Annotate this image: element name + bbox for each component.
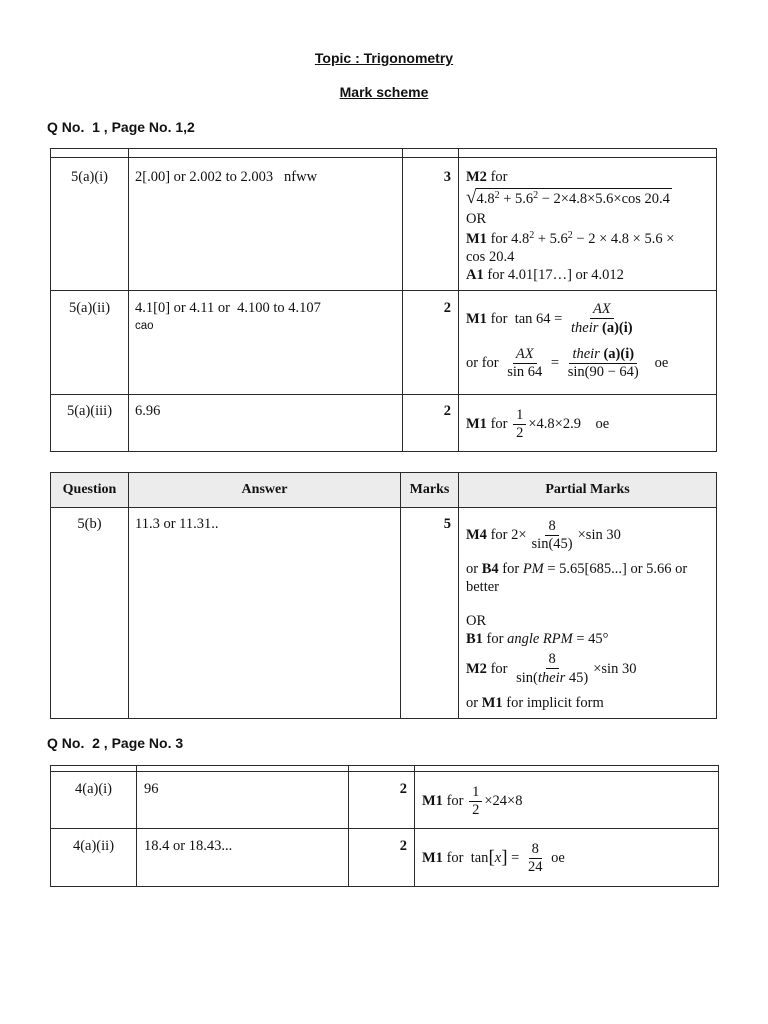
fraction-expression-line [422, 838, 715, 878]
mark-text: for implicit form [502, 695, 604, 711]
q1-mark-table-part-a [50, 148, 717, 452]
fraction-denominator [513, 669, 591, 687]
mark-code: M1 [422, 793, 443, 809]
mark-text: for 2× [486, 527, 527, 543]
fraction-expression-line [422, 781, 715, 821]
variable: angle RPM [507, 631, 573, 647]
question-cell [51, 291, 129, 395]
partial-marks-cell [415, 829, 719, 887]
table-row [51, 395, 717, 452]
table-row [51, 508, 717, 719]
denominator-part: their [537, 670, 566, 686]
fraction-denominator: sin 64 [507, 363, 543, 380]
topic-title [0, 49, 768, 67]
equals-sign: = [547, 355, 563, 371]
mark-text: = 5.65[685...] or 5.66 or [543, 561, 688, 577]
fraction [504, 346, 545, 381]
fraction-numerator: 8 [546, 651, 559, 669]
partial-mark-line [466, 266, 713, 284]
answer-text: 18.4 or 18.43... [144, 838, 233, 854]
fraction-denominator: sin(45) [531, 535, 573, 552]
answer-cell [137, 772, 349, 829]
mark-text: or [466, 695, 482, 711]
fraction-numerator: 8 [529, 841, 542, 859]
partial-marks-cell [459, 395, 717, 452]
fraction-denominator: sin(90 − 64) [567, 364, 639, 380]
column-header-partial-marks: Partial Marks [459, 473, 717, 508]
question-number: 5(a)(i) [70, 169, 109, 185]
column-header-question: Question [51, 473, 129, 508]
answer-cell [129, 291, 403, 395]
fraction [513, 651, 591, 687]
question-number: 4(a)(i) [74, 781, 113, 797]
square-root-expression [466, 186, 713, 210]
question-number: 4(a)(ii) [72, 838, 115, 854]
table-row [51, 158, 717, 291]
question-number: 5(b) [77, 516, 102, 532]
fraction-numerator: AX [513, 346, 537, 364]
mark-text: + 5.6 [534, 231, 568, 247]
fraction-denominator [568, 319, 636, 337]
fraction-denominator: 2 [516, 424, 524, 441]
question-number: 5(a)(ii) [68, 300, 111, 316]
fraction-numerator: 1 [469, 784, 482, 802]
mark-text: for [482, 631, 508, 647]
mark-code: M1 [422, 850, 443, 866]
question-1-heading: Q No. 1 , Page No. 1,2 [47, 119, 195, 135]
fraction-numerator: 1 [513, 407, 526, 425]
marks-value: 5 [443, 516, 451, 532]
marks-value: 2 [399, 781, 407, 797]
mark-text: ×4.8×2.9 [528, 416, 581, 432]
column-header-answer: Answer [129, 473, 401, 508]
table-row [51, 291, 717, 395]
table-top-strip [51, 149, 717, 158]
mark-text: ×24×8 [484, 793, 523, 809]
marks-cell [349, 829, 415, 887]
mark-code: B4 [481, 561, 499, 577]
mark-text: = 45° [572, 631, 609, 647]
answer-note: cao [135, 320, 154, 332]
superscript: 2 [494, 190, 500, 201]
mark-code: A1 [466, 267, 484, 283]
fraction-expression-line [466, 515, 713, 555]
fraction [565, 345, 642, 381]
partial-mark-continuation: better [466, 579, 500, 595]
marks-cell [403, 291, 459, 395]
denominator-part: their [571, 320, 599, 336]
strip-cell [51, 149, 129, 158]
square-root-sign: √ [466, 187, 477, 208]
answer-text: 2[.00] or 2.002 to 2.003 nfww [135, 169, 318, 185]
mark-code: M4 [466, 527, 487, 543]
radicand-part: + 5.6 [499, 191, 534, 207]
numerator-part: their [572, 346, 600, 362]
mark-text: ×sin 30 [577, 527, 621, 543]
answer-cell [129, 158, 403, 291]
numerator-part: (a)(i) [599, 346, 635, 362]
answer-cell [129, 508, 401, 719]
radicand [476, 188, 671, 208]
mark-text: for [486, 416, 512, 432]
or-label: OR [466, 613, 487, 629]
fraction [525, 841, 546, 876]
answer-text: 4.1[0] or 4.11 or 4.100 to 4.107 [135, 300, 321, 316]
mark-code: M2 [466, 169, 487, 185]
mark-text: for [486, 661, 512, 677]
question-2-heading: Q No. 2 , Page No. 3 [47, 735, 184, 751]
partial-marks-cell [459, 291, 717, 395]
question-number: 5(a)(iii) [66, 403, 113, 419]
strip-cell [129, 149, 403, 158]
answer-cell [129, 395, 403, 452]
superscript: 2 [533, 190, 539, 201]
mark-text: for [442, 793, 468, 809]
answer-cell [137, 829, 349, 887]
mark-code: M1 [466, 311, 487, 327]
mark-scheme-subtitle [0, 83, 768, 101]
fraction-numerator: 8 [545, 518, 558, 536]
denominator-part: 45) [565, 670, 589, 686]
fraction-expression-line [466, 404, 713, 444]
fraction [469, 784, 482, 819]
mark-text: − 2 × 4.8 × 5.6 × [572, 231, 675, 247]
radicand-part: 4.8 [476, 191, 495, 207]
variable: PM [522, 561, 544, 577]
fraction [568, 301, 636, 337]
mark-text: for [486, 169, 508, 185]
variable: x [494, 850, 502, 866]
mark-text: ×sin 30 [593, 661, 637, 677]
question-cell [51, 158, 129, 291]
fraction-expression-line [466, 649, 713, 689]
fraction [529, 518, 576, 553]
question-cell [51, 829, 137, 887]
partial-mark-line [466, 230, 713, 248]
mark-text: for [498, 561, 523, 577]
denominator-part: sin( [516, 670, 538, 686]
table-row [51, 829, 719, 887]
answer-text: 11.3 or 11.31.. [135, 516, 219, 532]
radicand-part: − 2×4.8×5.6×cos 20.4 [538, 191, 670, 207]
fraction [513, 407, 526, 442]
mark-text: for 4.01[17…] or 4.012 [483, 267, 624, 283]
mark-code: M1 [466, 416, 487, 432]
mark-text: for tan 64 = [486, 311, 566, 327]
fraction-expression-line [466, 299, 713, 339]
denominator-part: (a)(i) [598, 320, 633, 336]
question-cell [51, 395, 129, 452]
fraction-expression-line [466, 343, 713, 383]
q1-mark-table-part-b [50, 472, 717, 719]
partial-marks-cell [415, 772, 719, 829]
equals-sign: = [507, 850, 523, 866]
partial-mark-line [466, 694, 713, 712]
partial-mark-line [466, 630, 713, 648]
partial-marks-cell [459, 158, 717, 291]
marks-value: 2 [443, 403, 451, 419]
partial-marks-cell [459, 508, 717, 719]
column-header-marks: Marks [401, 473, 459, 508]
marks-value: 2 [399, 838, 407, 854]
question-cell [51, 508, 129, 719]
mark-code: M1 [481, 695, 503, 711]
mark-text: or [466, 561, 482, 577]
fraction-numerator: AX [590, 301, 614, 319]
mark-text: or for [466, 355, 503, 371]
mark-code: M2 [466, 661, 487, 677]
answer-text: 96 [144, 781, 159, 797]
question-cell [51, 772, 137, 829]
mark-code: B1 [466, 631, 483, 647]
marks-value: 3 [443, 169, 451, 185]
mark-text: for tan [442, 850, 489, 866]
oe-label: oe [547, 850, 565, 866]
partial-mark-line [466, 560, 713, 578]
marks-cell [403, 158, 459, 291]
marks-value: 2 [443, 300, 451, 316]
table-header-row [51, 473, 717, 508]
strip-cell [403, 149, 459, 158]
topic-title-text: Topic : Trigonometry [314, 50, 454, 66]
fraction-denominator: 2 [472, 801, 480, 818]
superscript: 2 [567, 230, 573, 241]
mark-code: M1 [466, 231, 487, 247]
oe-label: oe [580, 416, 610, 432]
superscript: 2 [529, 230, 535, 241]
fraction-numerator [569, 345, 637, 364]
table-row [51, 772, 719, 829]
marks-cell [403, 395, 459, 452]
marks-cell [349, 772, 415, 829]
mark-text: for 4.8 [486, 231, 530, 247]
right-bracket: ] [501, 847, 508, 868]
fraction-denominator: 24 [527, 858, 543, 875]
answer-text: 6.96 [135, 403, 161, 419]
q2-mark-table [50, 765, 719, 887]
partial-mark-line [466, 168, 713, 186]
strip-cell [459, 149, 717, 158]
marks-cell [401, 508, 459, 719]
left-bracket: [ [488, 847, 495, 868]
partial-mark-continuation: cos 20.4 [466, 249, 515, 265]
or-label: OR [466, 211, 487, 227]
oe-label: oe [643, 355, 669, 371]
mark-scheme-subtitle-text: Mark scheme [339, 84, 429, 100]
